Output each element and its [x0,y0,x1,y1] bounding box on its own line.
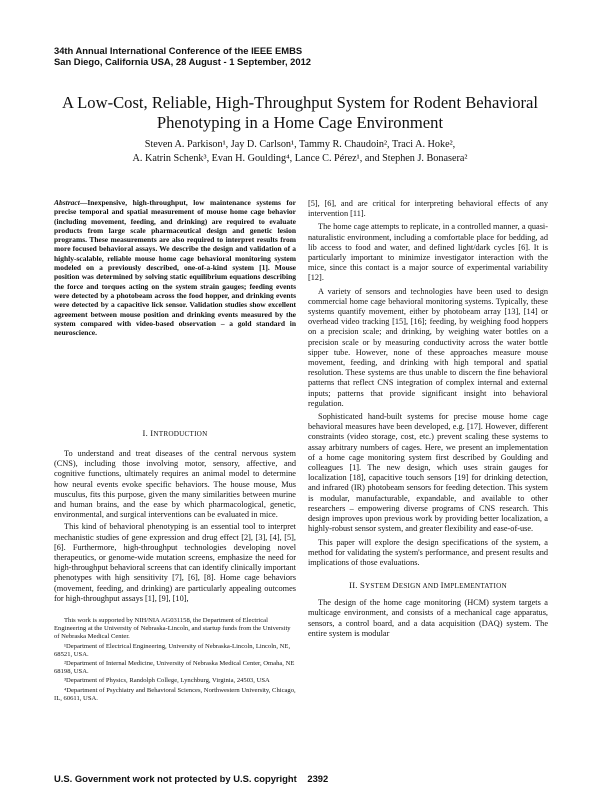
right-paragraph-1: The home cage attempts to replicate, in a controlled manner, a quasi-naturalistic environment, including a comfortable place for bedding, ad lib access to food and water, and defined light/dark cycles [6]. It is particularly important to minimize investigator interaction with the mice, since this contact is a major source of experimental variability [12]. [308,222,548,283]
page-number: 2392 [307,773,329,784]
intro-paragraph-2: This kind of behavioral phenotyping is an essential tool to interpret mechanistic studies of gene expression and drug effect [2], [3], [4], [5], [6]. Furthermore, high-throughput technologies developing novel therapeutics, or genome-wide mutation screens, emphasize the need for high-throughput behavioral screens that can identify clinically important phenotypes with high sensitivity [7], [6], [8]. Home cage behaviors (movement, feeding, and drinking) are particularly appealing outcomes for high-throughput assays [1], [9], [10], [54,522,296,603]
footnotes [54,617,296,703]
footnote-4: ⁴Department of Psychiatry and Behavioral Sciences, Northwestern University, Chicago, IL, 60611, USA. [54,686,296,702]
right-paragraph-4: This paper will explore the design specifications of the system, a method for validating the system's performance, and present results and implications of those evaluations. [308,537,548,567]
right-paragraph-3: Sophisticated hand-built systems for precise mouse home cage behavioral measures have been developed, e.g. [17]. However, different constraints (video storage, cost, etc.) prevent scaling these systems to assay arbitrary numbers of cages. Here, we present an implementation of a home cage monitoring system first described by Goulding and colleagues [1]. The new design, which uses strain gauges for localization [18], capacitive touch sensors [19] for drinking detection, and infrared (IR) photobeam sensors for feeding detection. This system is modular, manufacturable, expandable, and available to other researchers – empowering diverse programs of CNS research. This design improves upon previous work by providing better localization, a highly-robust sensor system, and greater flexibility and ease-of-use. [308,412,548,534]
right-paragraph-0: [5], [6], and are critical for interpreting behavioral effects of any intervention [11]. [308,199,548,219]
section-heading-introduction: I. INTRODUCTION [142,428,208,438]
footnote-1: ¹Department of Electrical Engineering, University of Nebraska-Lincoln, Lincoln, NE, 68521, USA. [54,642,291,658]
author-list [40,138,560,165]
right-paragraph-2: A variety of sensors and technologies have been used to design commercial home cage behavioral monitoring systems. Typically, these systems quantify movement, either by photobeam array [13], [14] or overhead video tracking [15], [16]; feeding, by weighing food hoppers on a precision scale; and drinking, by weighing water bottles on a precision scale or by measuring conductivity across the water bottle sipper tube. However, none of these approaches measure mouse movement, feeding, and drinking with high temporal and spatial resolution. These systems are thus unable to discern the fine behavioral patterns that reflect CNS integration of complex internal and external inputs; patterns that provide significant insight into behavioral regulation. [308,286,548,408]
abstract [54,198,296,337]
right-column [308,199,548,639]
page-footer [54,773,336,784]
right-paragraph-5: The design of the home cage monitoring (HCM) system targets a multicage environment, and consists of a mechanical cage apparatus, sensors, a control board, and a data acquisition (DAQ) system. The entire system is modular [308,598,548,638]
abstract-text: —Inexpensive, high-throughput, low maintenance systems for precise temporal and spatial measurement of mouse home cage behavior (including movement, feeding, and drinking) are required to evaluate products from large scale pharmaceutical design and genetic lesion programs. These measurements are also required to interpret results from more focused behavioral assays. We describe the design and validation of a highly-scalable, reliable mouse home cage behavioral monitoring system modeled on a previously described, one-of-a-kind system [1]. Mouse position was determined by solving static equilibrium equations describing the force and torques acting on the system strain gauges; feeding events were detected by a photobeam across the food hopper, and drinking events were detected by a capacitive lick sensor. Validation studies show excellent agreement between mouse position and drinking events measured by the system compared with video-based observation – a gold standard in neuroscience. [54,198,296,338]
intro-paragraph-1: To understand and treat diseases of the central nervous system (CNS), including those involving motor, sensory, affective, and cognitive functions, ultimately requires an animal model to determine how neural events evoke specific behaviors. The house mouse, Mus musculus, fits this purpose, given the many similarities between murine and human brains, and the ease by which pharmacological, genetic, environmental, and surgical interventions can be evaluated in mice. [54,449,296,520]
authors-line-1: Steven A. Parkison¹, Jay D. Carlson¹, Tammy R. Chaudoin², Traci A. Hoke², [144,139,456,150]
copyright-notice: U.S. Government work not protected by U.S. copyright [54,773,297,784]
conference-line-2: San Diego, California USA, 28 August - 1 September, 2012 [54,56,312,67]
left-column [54,428,296,704]
title-line-2: Phenotyping in a Home Cage Environment [156,113,444,132]
paper-title [40,93,560,133]
footnote-2: ²Department of Internal Medicine, University of Nebraska Medical Center, Omaha, NE 68198, USA. [54,660,295,676]
conference-header [54,45,311,67]
title-line-1: A Low-Cost, Reliable, High-Throughput System for Rodent Behavioral [61,93,539,112]
conference-line-1: 34th Annual International Conference of the IEEE EMBS [54,45,303,56]
footnote-funding: This work is supported by NIH/NIA AG031158, the Department of Electrical Engineering at the University of Nebraska-Lincoln, and startup funds from the University of Nebraska Medical Center. [54,617,291,641]
authors-line-2: A. Katrin Schenk³, Evan H. Goulding⁴, Lance C. Pérez¹, and Stephen J. Bonasera² [132,152,468,164]
footnote-3: ³Department of Physics, Randolph College, Lynchburg, Virginia, 24503, USA [64,677,270,685]
section-heading-system-design: II. SYSTEM DESIGN AND IMPLEMENTATION [349,580,507,591]
abstract-label: Abstract [54,198,80,207]
